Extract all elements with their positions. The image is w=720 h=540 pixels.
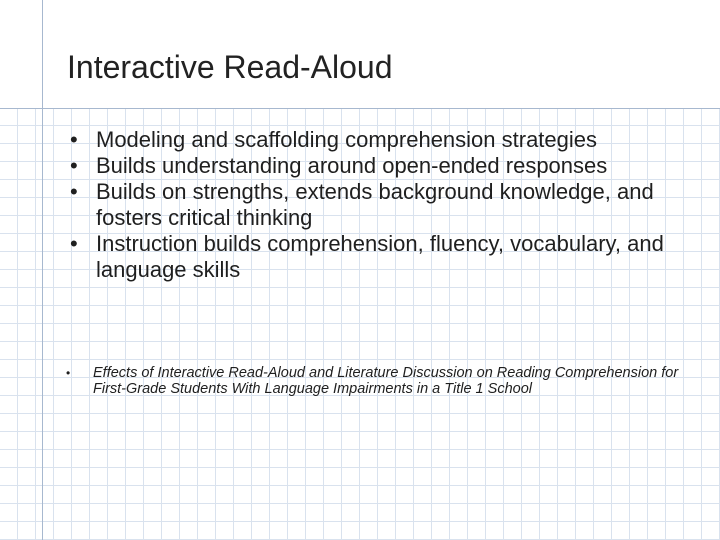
bullet-item xyxy=(70,179,710,231)
left-margin-rule xyxy=(42,0,43,540)
bullet-item xyxy=(70,127,710,153)
bullet-item xyxy=(70,231,710,283)
bullet-list xyxy=(70,127,710,283)
citation-list xyxy=(66,365,686,397)
title-divider xyxy=(0,108,720,109)
bullet-item xyxy=(70,153,710,179)
bullet-text: Instruction builds comprehension, fluency, vocabulary, and language skills xyxy=(96,231,664,282)
bullet-icon: • xyxy=(70,127,78,152)
citation-text: Effects of Interactive Read-Aloud and Literature Discussion on Reading Comprehension for First-Grade Students With Language Impairments in a Title 1 School xyxy=(93,365,679,397)
bullet-icon: • xyxy=(70,231,78,256)
bullet-text: Builds on strengths, extends background knowledge, and fosters critical thinking xyxy=(96,179,654,230)
bullet-icon: • xyxy=(66,366,71,380)
slide-title: Interactive Read-Aloud xyxy=(67,49,393,85)
bullet-icon: • xyxy=(70,179,78,204)
bullet-text: Modeling and scaffolding comprehension strategies xyxy=(96,127,598,152)
bullet-text: Builds understanding around open-ended responses xyxy=(96,153,608,178)
citation-item xyxy=(66,365,686,397)
bullet-icon: • xyxy=(70,153,78,178)
